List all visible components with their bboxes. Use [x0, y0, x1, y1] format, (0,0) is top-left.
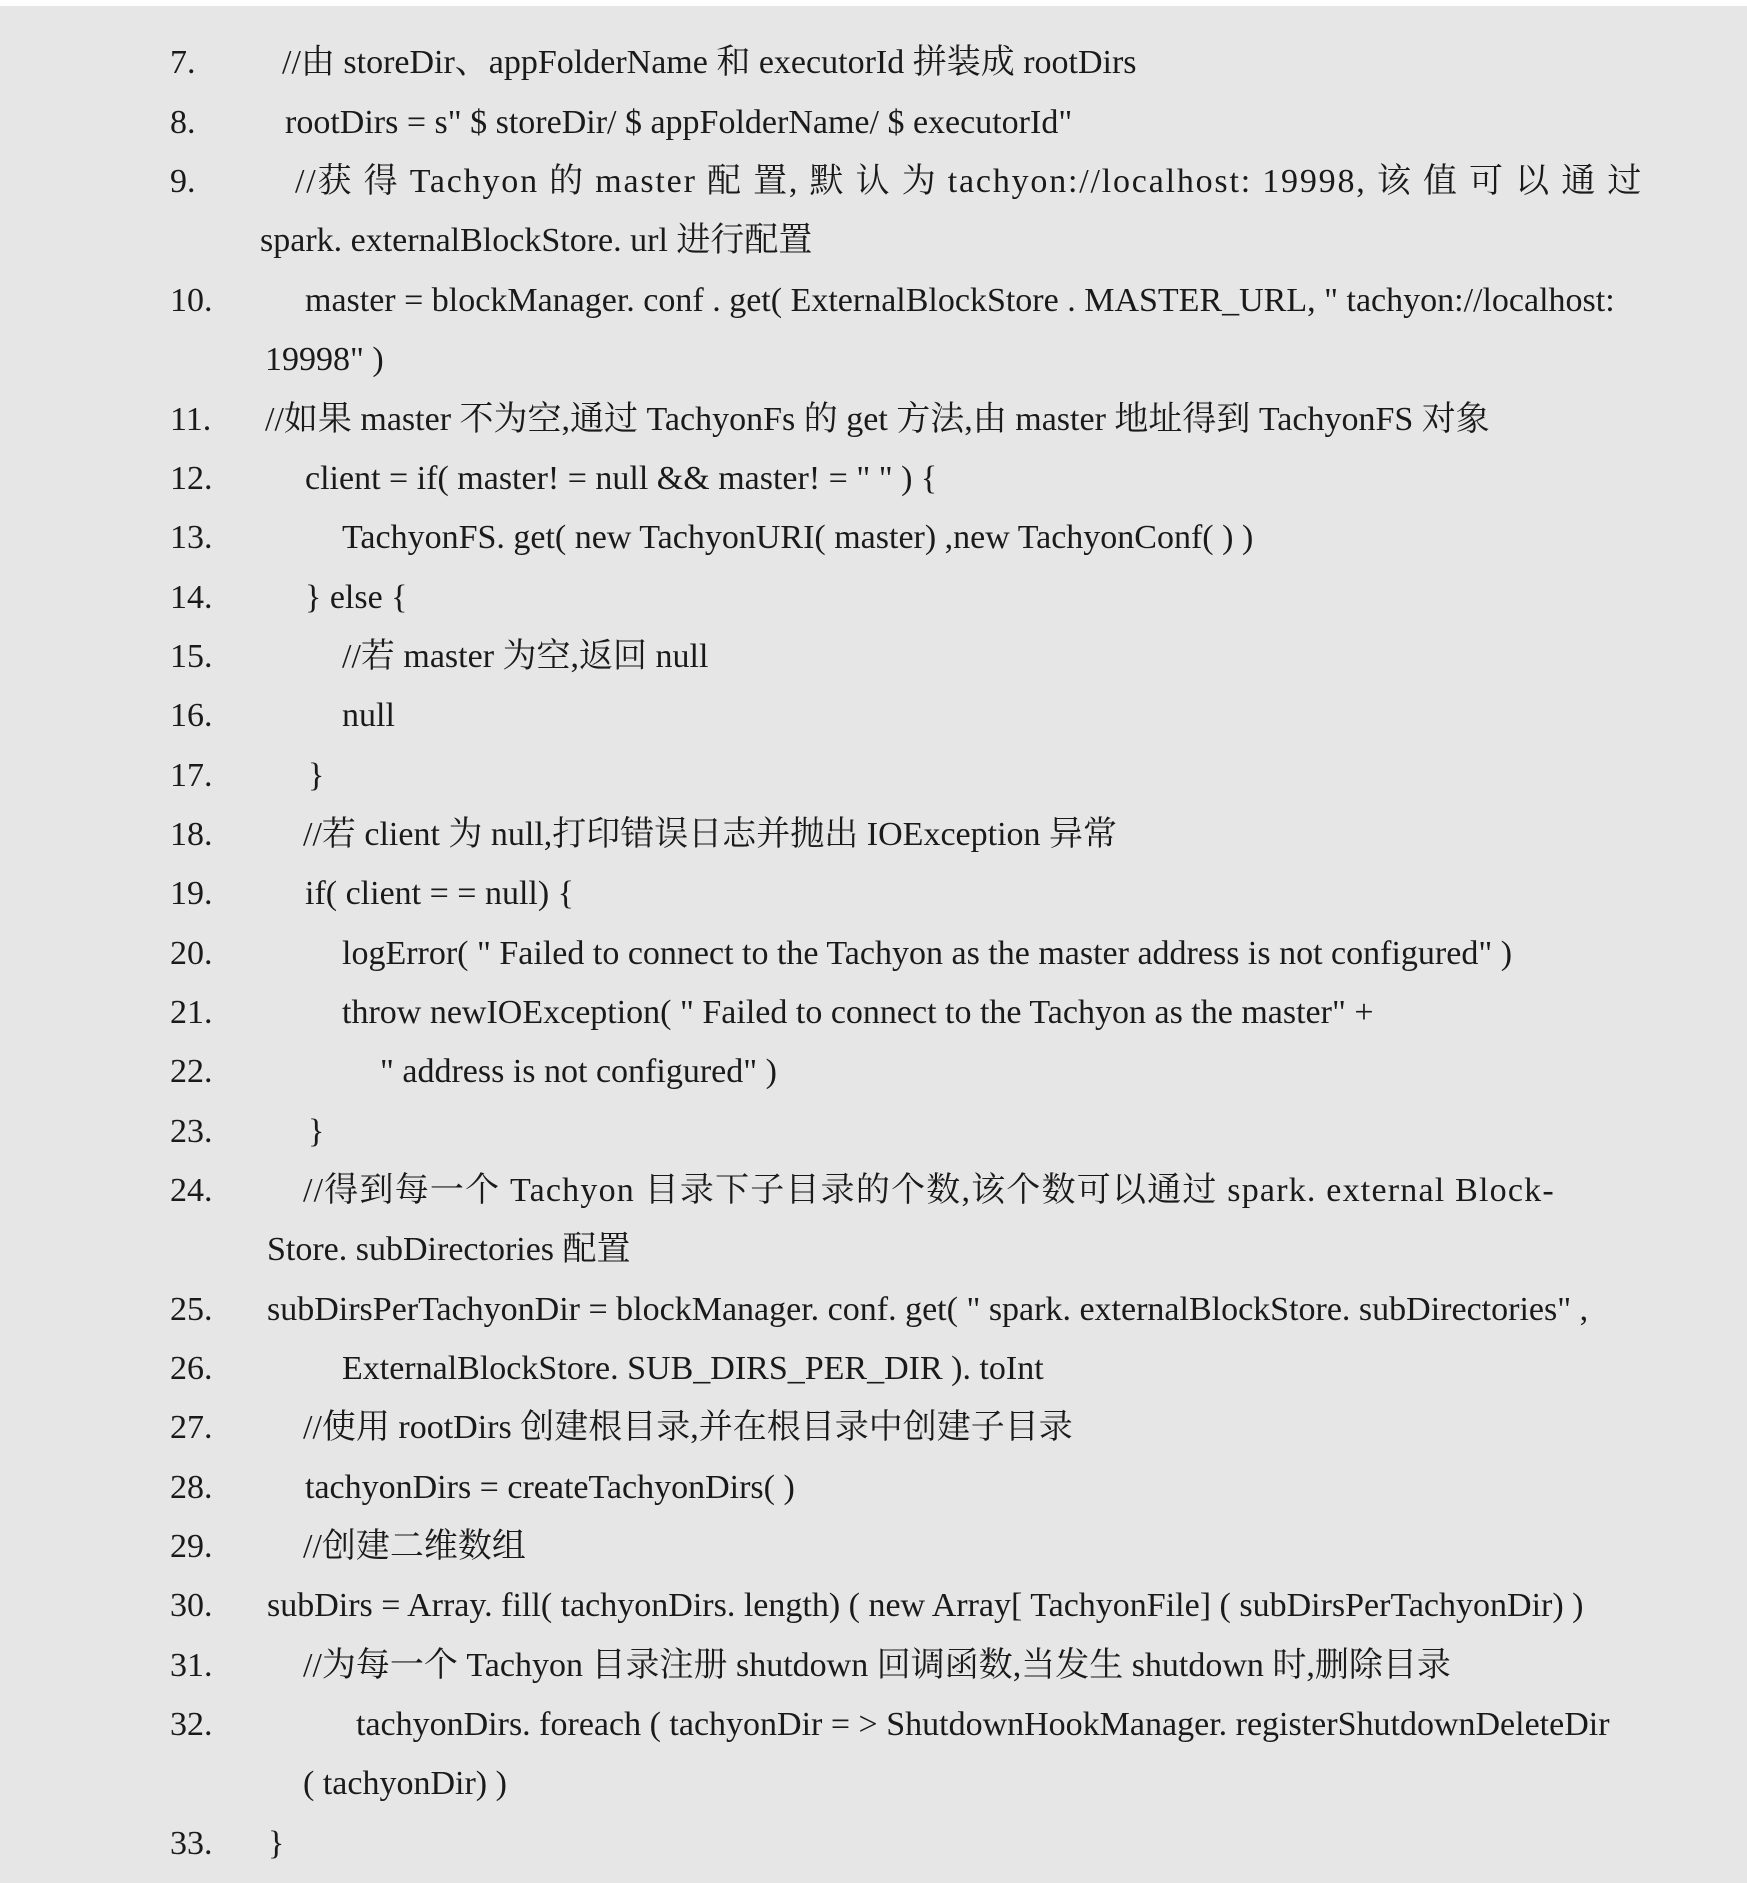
line-number: 21.: [170, 994, 213, 1031]
line-number: 11.: [170, 401, 212, 438]
line-number: 26.: [170, 1350, 213, 1387]
line-text: //若 master 为空,返回 null: [342, 638, 709, 675]
line-continuation: 19998" ): [265, 341, 384, 378]
line-number: 14.: [170, 579, 213, 616]
line-continuation: Store. subDirectories 配置: [267, 1231, 631, 1268]
code-line-21: [0, 984, 1747, 1044]
line-text: tachyonDirs. foreach ( tachyonDir = > ShutdownHookManager. registerShutdownDeleteDir: [356, 1706, 1610, 1743]
line-text: //得到每一个 Tachyon 目录下子目录的个数,该个数可以通过 spark. external Block-: [303, 1172, 1555, 1209]
line-text: subDirs = Array. fill( tachyonDirs. length) ( new Array[ TachyonFile] ( subDirsPerTachyonDir) ): [267, 1587, 1584, 1624]
code-line-32: [0, 1696, 1747, 1756]
code-line-33: [0, 1815, 1747, 1875]
line-continuation: spark. externalBlockStore. url 进行配置: [260, 222, 813, 259]
line-number: 31.: [170, 1647, 213, 1684]
line-number: 23.: [170, 1113, 213, 1150]
line-text: ExternalBlockStore. SUB_DIRS_PER_DIR ). toInt: [342, 1350, 1044, 1387]
line-number: 13.: [170, 519, 213, 556]
code-line-17: [0, 747, 1747, 807]
line-number: 27.: [170, 1409, 213, 1446]
code-line-12: [0, 450, 1747, 510]
line-text: //创建二维数组: [303, 1528, 526, 1565]
code-line-30: [0, 1577, 1747, 1637]
line-text: client = if( master! = null && master! = " " ) {: [305, 460, 938, 497]
line-text: TachyonFS. get( new TachyonURI( master) ,new TachyonConf( ) ): [342, 519, 1254, 556]
code-line-25: [0, 1281, 1747, 1341]
code-line-24: [0, 1162, 1747, 1222]
line-number: 18.: [170, 816, 213, 853]
line-number: 9.: [170, 163, 196, 200]
code-line-15: [0, 628, 1747, 688]
line-text: " address is not configured" ): [380, 1053, 777, 1090]
code-line-27: [0, 1399, 1747, 1459]
code-line-29: [0, 1518, 1747, 1578]
code-line-13: [0, 509, 1747, 569]
code-line-19: [0, 865, 1747, 925]
line-number: 15.: [170, 638, 213, 675]
line-text: throw newIOException( " Failed to connect to the Tachyon as the master" +: [342, 994, 1374, 1031]
line-number: 12.: [170, 460, 213, 497]
line-text: }: [308, 1113, 325, 1150]
line-text: //使用 rootDirs 创建根目录,并在根目录中创建子目录: [303, 1409, 1073, 1446]
code-line-18: [0, 806, 1747, 866]
line-number: 8.: [170, 104, 196, 141]
line-text: tachyonDirs = createTachyonDirs( ): [305, 1469, 795, 1506]
line-text: } else {: [305, 579, 408, 616]
code-line-11: [0, 391, 1747, 451]
line-number: 32.: [170, 1706, 213, 1743]
code-line-9: [0, 153, 1747, 213]
line-number: 7.: [170, 44, 196, 81]
line-text: }: [268, 1825, 285, 1862]
line-number: 30.: [170, 1587, 213, 1624]
line-text: }: [308, 757, 325, 794]
line-text: //若 client 为 null,打印错误日志并抛出 IOException 异常: [303, 816, 1118, 853]
line-text: master = blockManager. conf . get( ExternalBlockStore . MASTER_URL, " tachyon://localhost:: [305, 282, 1615, 319]
line-number: 19.: [170, 875, 213, 912]
code-line-20: [0, 925, 1747, 985]
line-number: 20.: [170, 935, 213, 972]
line-number: 25.: [170, 1291, 213, 1328]
code-line-14: [0, 569, 1747, 629]
code-line-23: [0, 1103, 1747, 1163]
line-text: if( client = = null) {: [305, 875, 574, 912]
line-text: //由 storeDir、appFolderName 和 executorId 拼装成 rootDirs: [282, 44, 1137, 81]
line-number: 24.: [170, 1172, 213, 1209]
code-line-10: [0, 272, 1747, 332]
code-line-16: [0, 687, 1747, 747]
line-number: 10.: [170, 282, 213, 319]
line-text: //如果 master 不为空,通过 TachyonFs 的 get 方法,由 master 地址得到 TachyonFS 对象: [265, 401, 1490, 438]
line-text: //为每一个 Tachyon 目录注册 shutdown 回调函数,当发生 shutdown 时,删除目录: [303, 1647, 1451, 1684]
code-line-22: [0, 1043, 1747, 1103]
line-text: rootDirs = s" $ storeDir/ $ appFolderName/ $ executorId": [285, 104, 1073, 141]
line-text: subDirsPerTachyonDir = blockManager. conf. get( " spark. externalBlockStore. subDirectories" ,: [267, 1291, 1589, 1328]
line-text: //获 得 Tachyon 的 master 配 置, 默 认 为 tachyon://localhost: 19998, 该 值 可 以 通 过: [295, 163, 1644, 200]
line-continuation: ( tachyonDir) ): [303, 1765, 507, 1802]
code-line-28: [0, 1459, 1747, 1519]
line-number: 17.: [170, 757, 213, 794]
line-number: 33.: [170, 1825, 213, 1862]
code-line-31: [0, 1637, 1747, 1697]
line-number: 28.: [170, 1469, 213, 1506]
line-text: logError( " Failed to connect to the Tachyon as the master address is not configured" ): [342, 935, 1513, 972]
code-line-8: [0, 94, 1747, 154]
code-line-26: [0, 1340, 1747, 1400]
line-number: 29.: [170, 1528, 213, 1565]
line-number: 16.: [170, 697, 213, 734]
line-text: null: [342, 697, 395, 734]
code-line-7: [0, 34, 1747, 94]
line-number: 22.: [170, 1053, 213, 1090]
